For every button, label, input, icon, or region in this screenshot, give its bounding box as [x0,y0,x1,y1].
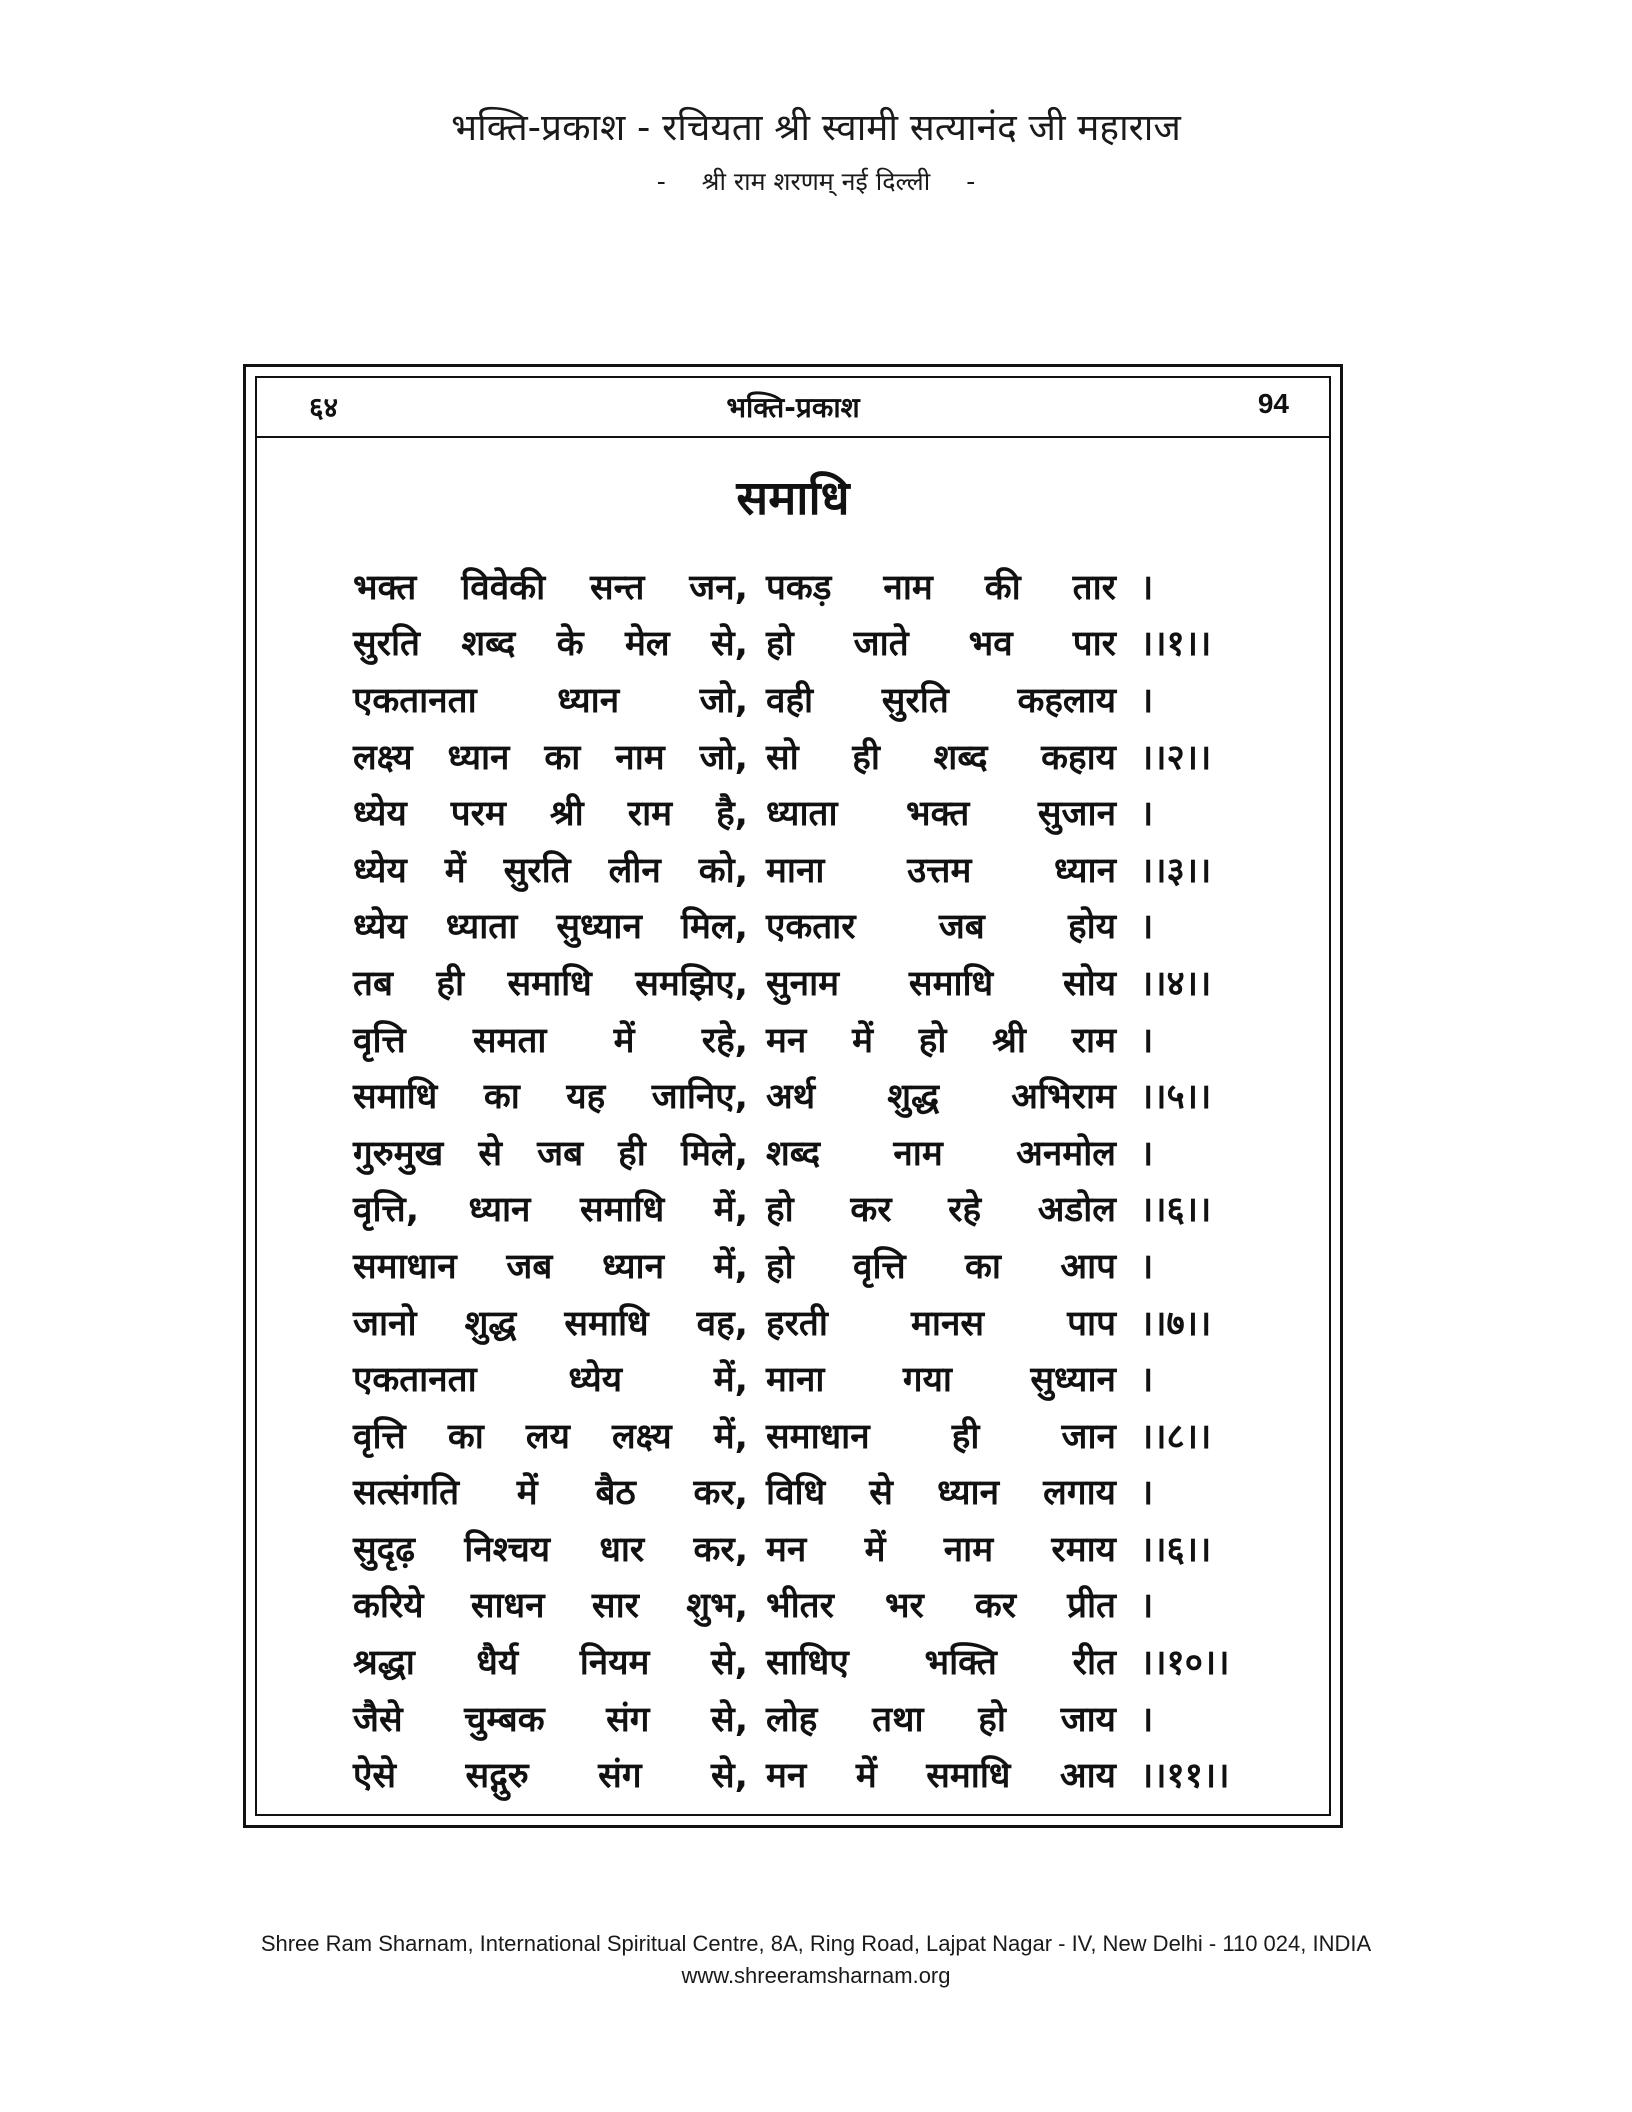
verse-word: सार [591,1586,639,1627]
verse-line [353,1464,1273,1521]
footer-address: Shree Ram Sharnam, International Spiritual Centre, 8A, Ring Road, Lajpat Nagar - IV, New Delhi - 110 024, INDIA [260,1931,1372,1956]
verse-word: जानो [353,1303,417,1344]
verse-line [353,1067,1273,1124]
verse-word: से [478,1133,502,1174]
verse-word: हो [978,1699,1006,1740]
verse-line [353,1407,1273,1464]
verse-word: लीन [608,850,661,891]
verse-word: मन [766,1020,807,1061]
verse-word: समाधि [507,963,592,1004]
verse-word: ध्यान [447,737,510,778]
verse-second-half [766,1185,1116,1232]
verse-word: का [965,1246,1001,1287]
verse-word: गुरुमुख [353,1133,444,1174]
verse-word: ऐसे [353,1756,397,1797]
verse-word: वृत्ति [852,1246,906,1287]
verse-word: मानस [911,1303,985,1344]
verse-word: ध्याता [766,794,838,835]
verse-word: श्री [549,794,584,835]
verse-word: में [852,1020,874,1061]
verse-word: शब्द [933,737,988,778]
verse-number-mark: । [1140,1133,1154,1174]
verse-list [353,558,1273,1803]
verse-second-half [766,1695,1116,1742]
verse-word: प्रीत [1067,1586,1116,1627]
verse-word: सद्गुरु [465,1756,529,1797]
verse-second-half [766,1751,1116,1798]
verse-line [353,1577,1273,1634]
verse-line [353,1520,1273,1577]
verse-first-half [353,619,748,666]
verse-word: श्री [992,1020,1026,1061]
verse-line [353,1294,1273,1351]
verse-word: जो, [699,737,748,778]
verse-word: हरती [766,1303,828,1344]
verse-line [353,671,1273,728]
verse-word: समाधान [766,1416,870,1457]
verse-number-mark: । [1140,1473,1154,1514]
verse-second-half [766,1581,1116,1628]
verse-line [353,1350,1273,1407]
verse-word: चुम्बक [464,1699,545,1740]
verse-line [353,954,1273,1011]
verse-word: हो [766,1246,794,1287]
verse-line [353,1633,1273,1690]
verse-second-half [766,1468,1116,1515]
verse-line [353,728,1273,785]
verse-first-half [353,959,748,1006]
verse-line [353,1690,1273,1747]
verse-word: मन [766,1756,807,1797]
verse-word: समाधान [353,1246,457,1287]
verse-word: हो [766,624,794,665]
verse-line [353,1746,1273,1803]
verse-number-mark: ।।५।। [1140,1077,1212,1118]
verse-second-half [766,902,1116,949]
verse-first-half [353,1072,748,1119]
verse-word: नाम [893,1133,943,1174]
verse-number-mark: । [1140,1699,1154,1740]
verse-word: तब [353,963,393,1004]
verse-second-half [766,1412,1116,1459]
verse-word: में, [713,1416,748,1457]
verse-word: रीत [1072,1643,1116,1684]
verse-word: जो, [699,680,748,721]
verse-first-half [353,676,748,723]
verse-word: करिये [353,1586,424,1627]
verse-word: गया [902,1360,952,1401]
verse-word: ध्येय [353,850,407,891]
verse-word: भक्त [906,794,970,835]
verse-word: लोह [766,1699,818,1740]
verse-word: सो [766,737,799,778]
verse-word: है, [716,794,748,835]
verse-word: हो [766,1190,794,1231]
verse-word: साधिए [766,1643,849,1684]
verse-number-mark: ।।२।। [1140,737,1212,778]
verse-word: समाधि [926,1756,1011,1797]
verse-word: भक्ति [924,1643,997,1684]
verse-word: कर [850,1190,892,1231]
verse-word: कर, [693,1473,748,1514]
verse-word: होय [1068,907,1116,948]
verse-word: रमाय [1051,1529,1116,1570]
verse-word: से, [710,624,748,665]
verse-number-mark: ।।४।। [1140,963,1212,1004]
verse-second-half [766,1242,1116,1289]
verse-word: एकतार [766,907,856,948]
verse-word: मेल [624,624,670,665]
subtitle-dash-left: - [656,167,666,196]
verse-first-half [353,846,748,893]
verse-word: से, [711,1756,748,1797]
verse-word: से [869,1473,893,1514]
verse-first-half [353,1525,748,1572]
verse-first-half [353,1299,748,1346]
verse-number-mark: । [1140,567,1154,608]
verse-number-mark: । [1140,794,1154,835]
verse-word: भव [968,624,1013,665]
verse-word: लय [525,1416,570,1457]
verse-number-mark: ।।८।। [1140,1416,1212,1457]
verse-word: ही [436,963,465,1004]
verse-word: रहे [948,1190,982,1231]
verse-word: सुध्यान [556,907,642,948]
verse-word: समाधि [908,963,994,1004]
verse-word: जानिए, [651,1077,748,1118]
verse-word: भर [884,1586,924,1627]
verse-first-half [353,1412,748,1459]
verse-number-mark: । [1140,1360,1154,1401]
verse-word: नाम [883,567,933,608]
verse-word: भक्त [353,567,417,608]
verse-first-half [353,1242,748,1289]
verse-word: माना [766,1360,825,1401]
verse-word: समाधि [564,1303,649,1344]
verse-word: उत्तम [907,850,972,891]
verse-word: परम [450,794,506,835]
verse-number-mark: । [1140,1586,1154,1627]
verse-second-half [766,1072,1116,1119]
verse-first-half [353,1355,748,1402]
verse-number-mark: ।।१।। [1140,624,1212,665]
page-number: 94 [1257,388,1289,419]
verse-second-half [766,1525,1116,1572]
verse-word: लगाय [1043,1473,1116,1514]
verse-word: कर [974,1586,1017,1627]
verse-number-mark: ।।११।। [1140,1756,1230,1797]
verse-word: के [556,624,584,665]
verse-first-half [353,733,748,780]
verse-word: कर, [693,1529,748,1570]
verse-word: में [864,1529,886,1570]
verse-word: मिले, [680,1133,748,1174]
verse-word: ध्यान [602,1246,665,1287]
verse-word: का [544,737,581,778]
document-title: भक्ति-प्रकाश - रचियता श्री स्वामी सत्यानंद जी महाराज [451,106,1181,149]
verse-number-mark: ।।७।। [1140,1303,1212,1344]
verse-word: मन [766,1529,807,1570]
verse-line [353,558,1273,615]
verse-number-mark: ।।१०।। [1140,1643,1230,1684]
verse-word: शुभ, [686,1586,748,1627]
verse-first-half [353,1695,748,1742]
verse-word: धार [599,1529,645,1570]
verse-number-mark: ।।६।। [1140,1529,1212,1570]
verse-word: जब [938,907,985,948]
verse-word: में, [713,1360,748,1401]
verse-word: ध्येय [568,1360,623,1401]
verse-word: का [483,1077,520,1118]
subtitle-dash-right: - [966,167,976,196]
verse-word: एकतानता [353,1360,477,1401]
verse-word: में [516,1473,538,1514]
verse-word: यह [566,1077,606,1118]
verse-word: में [613,1020,635,1061]
verse-word: ही [618,1133,646,1174]
verse-word: जन, [689,567,748,608]
verse-word: तार [1072,567,1116,608]
verse-word: सुदृढ़ [353,1529,415,1570]
verse-line [353,841,1273,898]
verse-word: विधि [766,1473,826,1514]
verse-word: शुद्ध [887,1077,940,1118]
verse-number-mark: । [1140,907,1154,948]
verse-word: कहाय [1041,737,1116,778]
verse-word: ध्येय [353,794,407,835]
verse-word: नियम [579,1643,650,1684]
verse-word: में [855,1756,877,1797]
verse-word: ध्येय [353,907,407,948]
verse-word: संग [598,1756,642,1797]
verse-second-half [766,1355,1116,1402]
subtitle-text: श्री राम शरणम् नई दिल्ली [701,167,931,196]
verse-second-half [766,563,1116,610]
verse-word: लक्ष्य [353,737,413,778]
verse-second-half [766,959,1116,1006]
verse-second-half [766,789,1116,836]
verse-number-mark: । [1140,680,1154,721]
verse-first-half [353,1638,748,1685]
verse-first-half [353,1468,748,1515]
verse-word: शब्द [461,624,516,665]
verse-word: समाधि [580,1190,665,1231]
verse-word: सुनाम [766,963,840,1004]
verse-first-half [353,1581,748,1628]
verse-word: विवेकी [461,567,546,608]
verse-word: पकड़ [766,567,832,608]
verse-word: आय [1059,1756,1116,1797]
verse-first-half [353,563,748,610]
verse-word: सुजान [1037,794,1116,835]
verse-word: पार [1072,624,1116,665]
verse-number-mark: । [1140,1246,1154,1287]
verse-word: वही [766,680,814,721]
verse-line [353,615,1273,672]
verse-word: सन्त [590,567,645,608]
verse-second-half [766,846,1116,893]
page-number-devanagari: ६४ [309,391,339,424]
running-title: भक्ति-प्रकाश [726,391,860,424]
verse-word: नाम [943,1529,994,1570]
verse-word: वृत्ति [353,1416,406,1457]
verse-word: हो [918,1020,947,1061]
verse-line [353,784,1273,841]
verse-word: ध्याता [445,907,518,948]
verse-second-half [766,733,1116,780]
verse-word: शुद्ध [464,1303,517,1344]
verse-word: सोय [1062,963,1116,1004]
verse-word: से, [711,1699,748,1740]
verse-word: ध्यान [1054,850,1116,891]
verse-line [353,898,1273,955]
verse-word: सुध्यान [1030,1360,1116,1401]
verse-word: ध्यान [937,1473,1000,1514]
verse-word: धैर्य [476,1643,519,1684]
verse-word: मिल, [680,907,748,948]
verse-word: आप [1060,1246,1116,1287]
verse-first-half [353,902,748,949]
verse-word: लक्ष्य [612,1416,672,1457]
document-subtitle [0,164,1632,198]
verse-word: राम [627,794,673,835]
verse-word: से, [711,1643,748,1684]
verse-word: सुरति [503,850,571,891]
verse-word: कहलाय [1017,680,1116,721]
verse-word: अनमोल [1016,1133,1116,1174]
verse-word: साधन [470,1586,545,1627]
verse-word: अभिराम [1011,1077,1116,1118]
verse-word: नाम [615,737,665,778]
verse-word: समझिए, [635,963,748,1004]
section-title: समाधि [736,471,850,526]
verse-line [353,1011,1273,1068]
verse-word: बैठ [595,1473,636,1514]
verse-first-half [353,1185,748,1232]
verse-line [353,1181,1273,1238]
verse-word: का [447,1416,484,1457]
verse-word: सुरति [881,680,949,721]
verse-word: तथा [872,1699,924,1740]
verse-line [353,1124,1273,1181]
verse-word: भीतर [766,1586,834,1627]
verse-word: वृत्ति, [353,1190,420,1231]
verse-word: एकतानता [353,680,477,721]
verse-word: सत्संगति [353,1473,460,1514]
verse-word: समता [472,1020,547,1061]
verse-word: जाय [1060,1699,1116,1740]
verse-word: समाधि [353,1077,438,1118]
verse-word: राम [1071,1020,1116,1061]
verse-word: ही [852,737,880,778]
verse-word: श्रद्धा [353,1643,415,1684]
verse-second-half [766,676,1116,723]
verse-number-mark: ।।३।। [1140,850,1212,891]
verse-second-half [766,1638,1116,1685]
verse-word: जब [506,1246,553,1287]
verse-word: पाप [1067,1303,1116,1344]
verse-second-half [766,619,1116,666]
verse-word: को, [698,850,748,891]
verse-word: में [444,850,466,891]
verse-word: में, [713,1190,748,1231]
footer [0,1928,1632,1992]
verse-line [353,1237,1273,1294]
verse-second-half [766,1299,1116,1346]
book-page-frame [243,364,1343,1828]
verse-second-half [766,1016,1116,1063]
verse-number-mark: ।।६।। [1140,1190,1212,1231]
verse-first-half [353,1751,748,1798]
verse-word: वह, [696,1303,748,1344]
verse-word: जैसे [353,1699,403,1740]
verse-word: वृत्ति [353,1020,406,1061]
verse-word: ध्यान [557,680,620,721]
verse-word: रहे, [701,1020,748,1061]
verse-word: शब्द [766,1133,821,1174]
footer-website: www.shreeramsharnam.org [681,1963,951,1988]
verse-word: जाते [853,624,909,665]
verse-word: ध्यान [468,1190,531,1231]
verse-second-half [766,1129,1116,1176]
verse-word: संग [606,1699,650,1740]
verse-first-half [353,1129,748,1176]
verse-first-half [353,789,748,836]
verse-word: अडोल [1037,1190,1116,1231]
book-page-header [257,378,1329,438]
verse-word: ही [951,1416,980,1457]
verse-first-half [353,1016,748,1063]
verse-number-mark: । [1140,1020,1154,1061]
verse-word: जब [537,1133,584,1174]
verse-word: की [984,567,1021,608]
verse-word: माना [766,850,825,891]
verse-word: निश्चय [464,1529,551,1570]
verse-word: में, [713,1246,748,1287]
book-page-inner-frame [255,376,1331,1816]
verse-word: जान [1061,1416,1116,1457]
verse-word: अर्थ [766,1077,816,1118]
verse-word: सुरति [353,624,420,665]
